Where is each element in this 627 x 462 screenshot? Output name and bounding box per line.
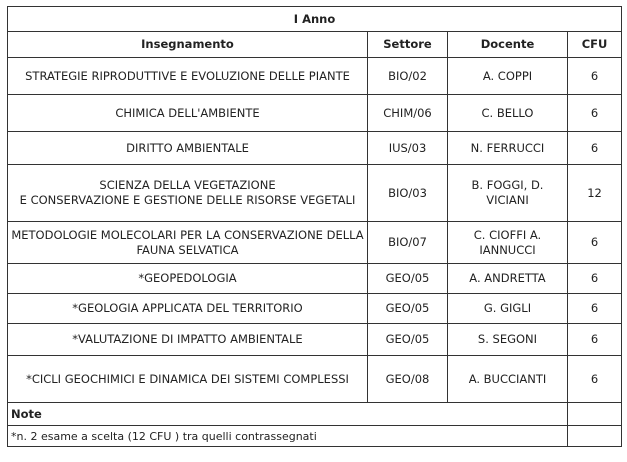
table-row — [8, 58, 622, 95]
note-empty-cell — [568, 426, 622, 447]
subject-cell: DIRITTO AMBIENTALE — [8, 132, 368, 165]
subject-cell: CHIMICA DELL'AMBIENTE — [8, 95, 368, 132]
teacher-cell: A. COPPI — [448, 58, 568, 95]
teacher-cell: C. BELLO — [448, 95, 568, 132]
table-row — [8, 222, 622, 264]
credits-cell: 6 — [568, 356, 622, 403]
credits-cell: 6 — [568, 95, 622, 132]
subject-cell: *VALUTAZIONE DI IMPATTO AMBIENTALE — [8, 324, 368, 356]
header-credits: CFU — [568, 32, 622, 58]
subject-cell: *GEOLOGIA APPLICATA DEL TERRITORIO — [8, 294, 368, 324]
sector-cell: CHIM/06 — [368, 95, 448, 132]
sector-cell: IUS/03 — [368, 132, 448, 165]
credits-cell: 6 — [568, 222, 622, 264]
sector-cell: BIO/07 — [368, 222, 448, 264]
note-label-row — [8, 403, 622, 426]
header-subject: Insegnamento — [8, 32, 368, 58]
teacher-cell: S. SEGONI — [448, 324, 568, 356]
table-row — [8, 95, 622, 132]
subject-cell: SCIENZA DELLA VEGETAZIONE E CONSERVAZIONE E GESTIONE DELLE RISORSE VEGETALI — [8, 165, 368, 222]
header-sector: Settore — [368, 32, 448, 58]
table-row — [8, 165, 622, 222]
teacher-cell: G. GIGLI — [448, 294, 568, 324]
credits-cell: 12 — [568, 165, 622, 222]
note-label: Note — [8, 403, 568, 426]
credits-cell: 6 — [568, 132, 622, 165]
sector-cell: GEO/05 — [368, 324, 448, 356]
subject-cell: METODOLOGIE MOLECOLARI PER LA CONSERVAZIONE DELLA FAUNA SELVATICA — [8, 222, 368, 264]
subject-cell: STRATEGIE RIPRODUTTIVE E EVOLUZIONE DELLE PIANTE — [8, 58, 368, 95]
subject-cell: *CICLI GEOCHIMICI E DINAMICA DEI SISTEMI COMPLESSI — [8, 356, 368, 403]
credits-cell: 6 — [568, 58, 622, 95]
credits-cell: 6 — [568, 264, 622, 294]
table-row — [8, 264, 622, 294]
credits-cell: 6 — [568, 294, 622, 324]
teacher-cell: A. ANDRETTA — [448, 264, 568, 294]
subject-cell: *GEOPEDOLOGIA — [8, 264, 368, 294]
teacher-cell: B. FOGGI, D. VICIANI — [448, 165, 568, 222]
note-text: *n. 2 esame a scelta (12 CFU ) tra quelli contrassegnati — [8, 426, 568, 447]
note-text-row — [8, 426, 622, 447]
teacher-cell: C. CIOFFI A. IANNUCCI — [448, 222, 568, 264]
sector-cell: BIO/03 — [368, 165, 448, 222]
teacher-cell: N. FERRUCCI — [448, 132, 568, 165]
sector-cell: GEO/05 — [368, 264, 448, 294]
header-row — [8, 32, 622, 58]
note-empty-cell — [568, 403, 622, 426]
sector-cell: GEO/05 — [368, 294, 448, 324]
table-row — [8, 356, 622, 403]
credits-cell: 6 — [568, 324, 622, 356]
teacher-cell: A. BUCCIANTI — [448, 356, 568, 403]
table-row — [8, 324, 622, 356]
table-row — [8, 132, 622, 165]
sector-cell: GEO/08 — [368, 356, 448, 403]
header-teacher: Docente — [448, 32, 568, 58]
course-table — [7, 6, 622, 447]
sector-cell: BIO/02 — [368, 58, 448, 95]
year-title-row — [8, 7, 622, 32]
table-row — [8, 294, 622, 324]
year-title: I Anno — [8, 7, 622, 32]
